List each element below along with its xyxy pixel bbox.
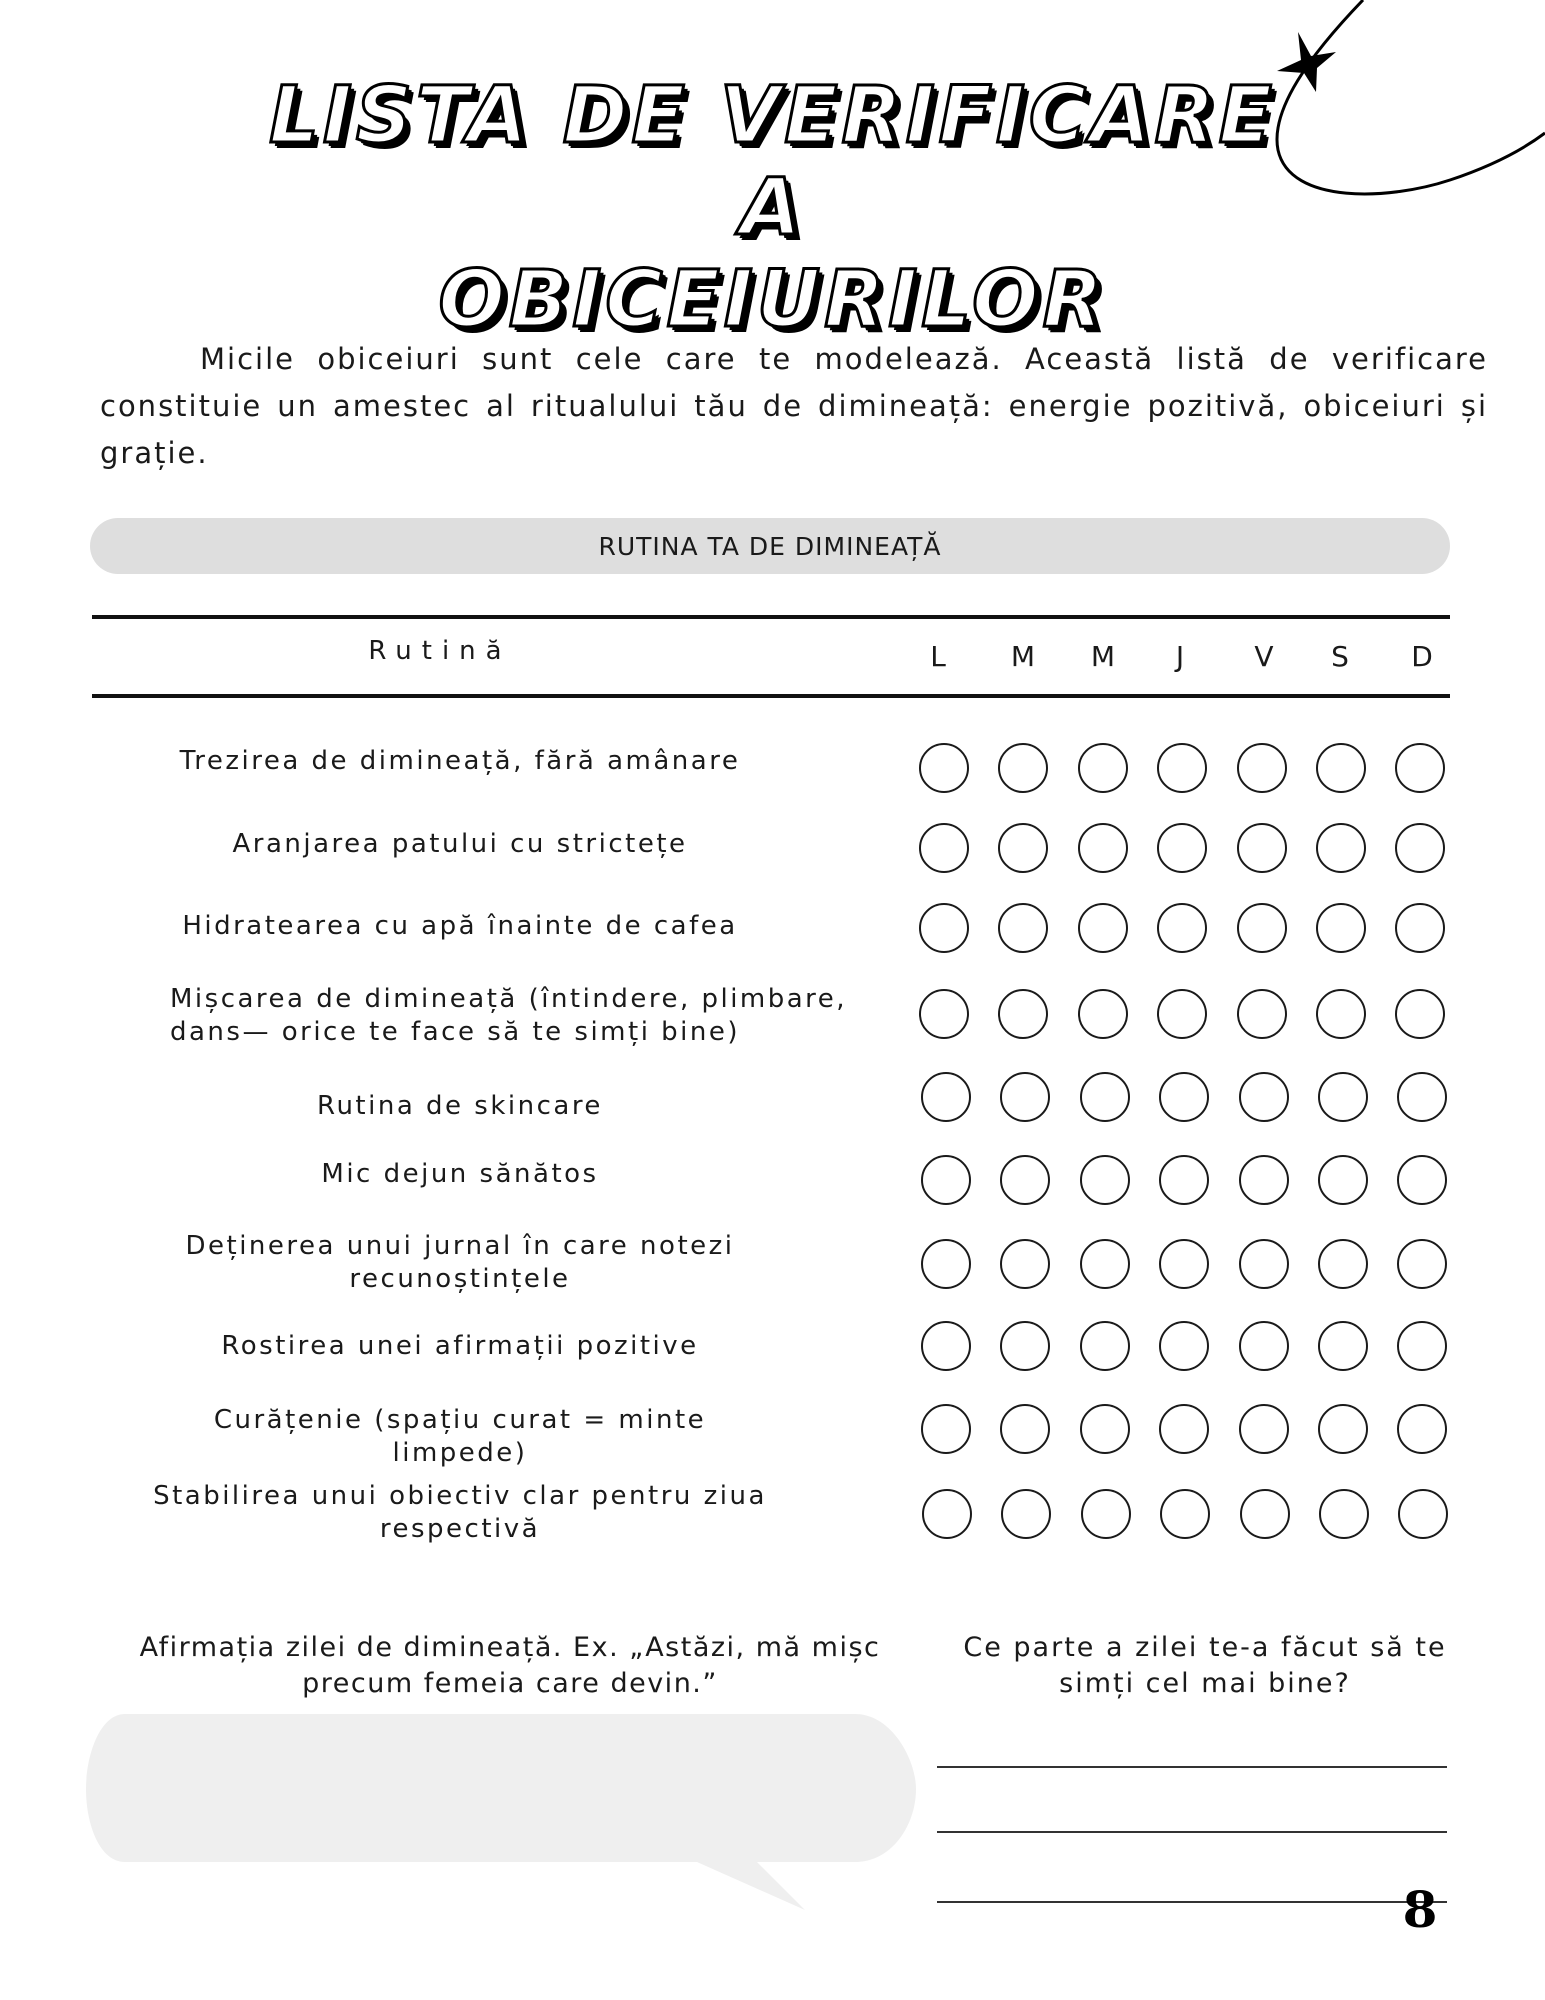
circle-checkbox-s[interactable] [1316, 743, 1366, 793]
circle-checkbox-l[interactable] [919, 989, 969, 1039]
circle-checkbox-v[interactable] [1239, 1072, 1289, 1122]
circle-checkbox-j[interactable] [1159, 1239, 1209, 1289]
circle-checkbox-s[interactable] [1318, 1239, 1368, 1289]
affirmation-prompt: Afirmația zilei de dimineață. Ex. „Astăzi, mă mișc precum femeia care devin.” [139, 1632, 881, 1699]
circle-checkbox-v[interactable] [1237, 823, 1287, 873]
circle-checkbox-v[interactable] [1239, 1321, 1289, 1371]
habit-label: Hidratearea cu apă înainte de cafea [182, 911, 738, 941]
circle-checkbox-j[interactable] [1159, 1155, 1209, 1205]
circle-checkbox-m[interactable] [1000, 1321, 1050, 1371]
circle-checkbox-s[interactable] [1318, 1321, 1368, 1371]
circle-checkbox-v[interactable] [1239, 1239, 1289, 1289]
habit-label: Deținerea unui jurnal în care notezi recunoștințele [185, 1231, 735, 1294]
circle-checkbox-l[interactable] [919, 743, 969, 793]
circle-checkbox-j[interactable] [1159, 1072, 1209, 1122]
column-header-day: S [1331, 640, 1349, 673]
circle-checkbox-m[interactable] [1080, 1239, 1130, 1289]
circle-checkbox-s[interactable] [1316, 989, 1366, 1039]
circle-checkbox-m[interactable] [998, 823, 1048, 873]
circle-checkbox-j[interactable] [1160, 1489, 1210, 1539]
column-header-day: D [1411, 640, 1433, 673]
circle-checkbox-s[interactable] [1318, 1072, 1368, 1122]
circle-checkbox-d[interactable] [1397, 1239, 1447, 1289]
circle-checkbox-j[interactable] [1159, 1404, 1209, 1454]
circle-checkbox-d[interactable] [1397, 1404, 1447, 1454]
habit-label: Mic dejun sănătos [321, 1159, 599, 1189]
circle-checkbox-s[interactable] [1316, 903, 1366, 953]
circle-checkbox-d[interactable] [1397, 1155, 1447, 1205]
circle-checkbox-v[interactable] [1237, 989, 1287, 1039]
circle-checkbox-d[interactable] [1397, 1321, 1447, 1371]
circle-checkbox-m[interactable] [1078, 823, 1128, 873]
circle-checkbox-m[interactable] [1080, 1072, 1130, 1122]
circle-checkbox-v[interactable] [1239, 1404, 1289, 1454]
section-header-band [90, 518, 1450, 574]
shooting-star-orbit-icon [1250, 0, 1545, 220]
circle-checkbox-l[interactable] [921, 1155, 971, 1205]
habit-label: Trezirea de dimineață, fără amânare [179, 746, 741, 776]
circle-checkbox-m[interactable] [1000, 1239, 1050, 1289]
circle-checkbox-m[interactable] [1078, 743, 1128, 793]
column-header-day: V [1254, 640, 1274, 673]
table-header-bottom-rule [92, 694, 1450, 698]
circle-checkbox-s[interactable] [1318, 1155, 1368, 1205]
habit-label: Aranjarea patului cu strictețe [232, 829, 688, 859]
answer-line-2[interactable] [937, 1831, 1447, 1833]
section-title: RUTINA TA DE DIMINEAȚĂ [598, 531, 942, 561]
circle-checkbox-l[interactable] [921, 1404, 971, 1454]
circle-checkbox-l[interactable] [921, 1239, 971, 1289]
page-title-line-1: LISTA DE VERIFICARE A [269, 71, 1276, 253]
circle-checkbox-v[interactable] [1237, 743, 1287, 793]
circle-checkbox-j[interactable] [1157, 743, 1207, 793]
circle-checkbox-m[interactable] [998, 989, 1048, 1039]
circle-checkbox-m[interactable] [1080, 1155, 1130, 1205]
circle-checkbox-m[interactable] [1081, 1489, 1131, 1539]
answer-line-3[interactable] [937, 1901, 1447, 1903]
circle-checkbox-v[interactable] [1237, 903, 1287, 953]
circle-checkbox-l[interactable] [921, 1072, 971, 1122]
circle-checkbox-j[interactable] [1157, 903, 1207, 953]
circle-checkbox-s[interactable] [1319, 1489, 1369, 1539]
column-header-day: M [1010, 640, 1036, 673]
page-number: 8 [1402, 1880, 1438, 1939]
circle-checkbox-m[interactable] [1080, 1321, 1130, 1371]
circle-checkbox-j[interactable] [1157, 989, 1207, 1039]
column-header-routine: Rutină [368, 636, 512, 666]
best-part-prompt: Ce parte a zilei te-a făcut să te simți cel mai bine? [963, 1632, 1447, 1699]
circle-checkbox-j[interactable] [1159, 1321, 1209, 1371]
circle-checkbox-l[interactable] [922, 1489, 972, 1539]
habit-label: Curățenie (spațiu curat = minte limpede) [213, 1405, 707, 1468]
circle-checkbox-d[interactable] [1395, 989, 1445, 1039]
circle-checkbox-l[interactable] [919, 903, 969, 953]
habit-label: Stabilirea unui obiectiv clar pentru ziua respectivă [153, 1481, 767, 1544]
column-header-day: M [1090, 640, 1116, 673]
circle-checkbox-s[interactable] [1316, 823, 1366, 873]
circle-checkbox-d[interactable] [1395, 743, 1445, 793]
orbit-line [1277, 0, 1545, 194]
circle-checkbox-m[interactable] [1000, 1072, 1050, 1122]
speech-bubble-shape [86, 1714, 916, 1910]
page-title-line-2: OBICEIURILOR [438, 255, 1107, 345]
circle-checkbox-m[interactable] [998, 903, 1048, 953]
affirmation-speech-bubble-input[interactable] [80, 1705, 930, 1920]
circle-checkbox-m[interactable] [1078, 903, 1128, 953]
circle-checkbox-d[interactable] [1397, 1072, 1447, 1122]
habit-label: Mișcarea de dimineață (întindere, plimbare, dans— orice te face să te simți bine) [170, 984, 848, 1047]
circle-checkbox-j[interactable] [1157, 823, 1207, 873]
habit-label: Rutina de skincare [317, 1091, 603, 1121]
circle-checkbox-s[interactable] [1318, 1404, 1368, 1454]
circle-checkbox-m[interactable] [1000, 1155, 1050, 1205]
circle-checkbox-m[interactable] [1000, 1404, 1050, 1454]
circle-checkbox-l[interactable] [921, 1321, 971, 1371]
circle-checkbox-l[interactable] [919, 823, 969, 873]
habit-label: Rostirea unei afirmații pozitive [221, 1331, 699, 1361]
table-header-top-rule [92, 615, 1450, 619]
circle-checkbox-m[interactable] [998, 743, 1048, 793]
intro-paragraph: Micile obiceiuri sunt cele care te modelează. Această listă de verificare constituie un amestec al ritualului tău de dimineață: energie pozitivă, obiceiuri și grație. [100, 342, 1488, 470]
circle-checkbox-d[interactable] [1395, 823, 1445, 873]
circle-checkbox-m[interactable] [1078, 989, 1128, 1039]
circle-checkbox-d[interactable] [1395, 903, 1445, 953]
column-header-day: J [1175, 640, 1185, 673]
circle-checkbox-v[interactable] [1239, 1155, 1289, 1205]
circle-checkbox-m[interactable] [1001, 1489, 1051, 1539]
circle-checkbox-m[interactable] [1080, 1404, 1130, 1454]
circle-checkbox-v[interactable] [1240, 1489, 1290, 1539]
page-title [260, 70, 1285, 346]
answer-line-1[interactable] [937, 1766, 1447, 1768]
circle-checkbox-d[interactable] [1398, 1489, 1448, 1539]
column-header-day: L [930, 640, 946, 673]
